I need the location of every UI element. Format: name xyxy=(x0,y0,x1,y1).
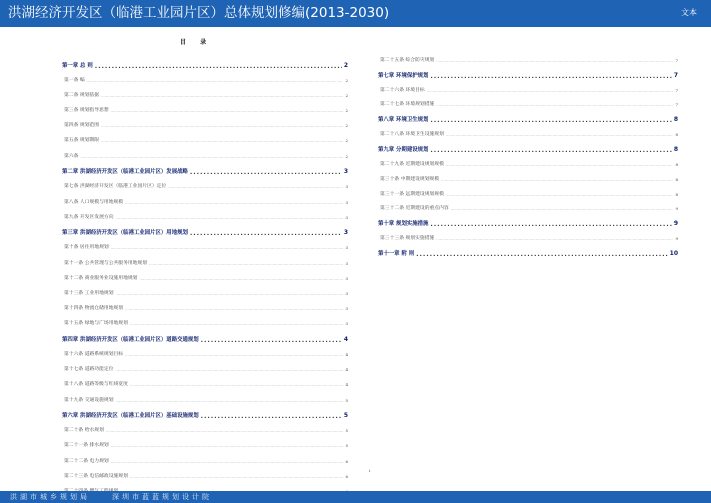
document-type-label: 文本 xyxy=(681,8,697,17)
toc-leader-dots xyxy=(430,112,671,128)
toc-article-entry[interactable] xyxy=(378,84,678,99)
toc-entry-page: 2 xyxy=(345,138,348,144)
footer-org-right: 深圳市蓝蓝规划设计院 xyxy=(112,493,212,501)
toc-entry-page: 7 xyxy=(675,87,678,93)
toc-article-entry[interactable] xyxy=(62,195,348,210)
toc-article-entry[interactable] xyxy=(62,470,348,485)
toc-leader-dots xyxy=(125,347,343,363)
toc-leader-dots xyxy=(125,195,343,211)
toc-entry-label: 第九章 分期建设规划 xyxy=(378,147,429,154)
toc-entry-label: 第三十条 中期建设规划规模 xyxy=(380,176,440,182)
toc-leader-dots xyxy=(139,271,343,287)
toc-leader-dots xyxy=(101,118,343,134)
toc-entry-page: 6 xyxy=(345,473,348,479)
toc-entry-label: 第十三条 工业用地规划 xyxy=(64,290,114,296)
toc-entry-label: 第四条 规划范围 xyxy=(64,123,100,129)
footer-org-left: 洪湖市城乡规划局 xyxy=(10,493,90,501)
toc-leader-dots xyxy=(149,256,343,272)
toc-entry-page: 4 xyxy=(345,352,348,357)
toc-entry-page: 5 xyxy=(343,412,348,420)
toc-leader-dots xyxy=(430,142,671,158)
toc-entry-page: 8 xyxy=(675,191,678,197)
toc-leader-dots xyxy=(111,103,344,119)
toc-entry-page: 7 xyxy=(675,57,678,63)
toc-chapter-entry[interactable] xyxy=(378,247,678,262)
toc-entry-page: 5 xyxy=(345,443,348,449)
toc-chapter-entry[interactable] xyxy=(62,409,348,425)
toc-leader-dots xyxy=(116,286,344,302)
toc-entry-label: 第十九条 交通设施规划 xyxy=(64,397,114,403)
toc-leader-dots xyxy=(130,316,344,332)
toc-leader-dots xyxy=(168,179,343,195)
toc-entry-page: 3 xyxy=(345,184,348,190)
toc-leader-dots xyxy=(95,58,342,74)
toc-article-entry[interactable] xyxy=(378,99,678,114)
toc-entry-page: 8 xyxy=(675,176,678,182)
toc-entry-label: 第十一章 附 则 xyxy=(378,251,415,258)
toc-leader-dots xyxy=(101,88,343,104)
toc-entry-label: 第十章 规划实施措施 xyxy=(378,221,429,228)
toc-leader-dots xyxy=(416,246,668,262)
toc-chapter-entry[interactable] xyxy=(378,143,678,158)
toc-leader-dots xyxy=(190,164,342,180)
toc-article-entry[interactable] xyxy=(62,348,348,363)
toc-entry-label: 第十七条 道路功能定位 xyxy=(64,367,114,373)
toc-article-entry[interactable] xyxy=(62,287,348,302)
toc-entry-label: 第三章 洪湖经济开发区（临港工业园片区）用地规划 xyxy=(62,230,188,237)
toc-entry-label: 第六章 洪湖经济开发区（临港工业园片区）基础设施规划 xyxy=(62,413,199,420)
toc-leader-dots xyxy=(436,97,673,113)
toc-entry-label: 第十四条 物流仓储用地规划 xyxy=(64,306,124,312)
toc-leader-dots xyxy=(116,210,344,226)
toc-entry-page: 5 xyxy=(345,397,348,403)
toc-article-entry[interactable] xyxy=(378,158,678,173)
toc-leader-dots xyxy=(80,149,343,165)
toc-entry-label: 第三十一条 远期建设规划规模 xyxy=(380,191,444,197)
toc-article-entry[interactable] xyxy=(62,211,348,226)
toc-entry-label: 第十一条 公共管理与公共服务用地规划 xyxy=(64,260,148,266)
toc-entry-page: 3 xyxy=(345,260,348,266)
toc-leader-dots xyxy=(441,172,673,188)
toc-article-entry[interactable] xyxy=(62,317,348,332)
toc-left-column xyxy=(62,58,348,500)
toc-article-entry[interactable] xyxy=(62,302,348,317)
toc-entry-label: 第十五条 绿地与广场用地规划 xyxy=(64,321,128,327)
toc-entry-page: 3 xyxy=(345,321,348,327)
toc-article-entry[interactable] xyxy=(378,188,678,203)
toc-leader-dots xyxy=(446,127,674,143)
toc-entry-page: 9 xyxy=(675,206,678,212)
toc-article-entry[interactable] xyxy=(62,363,348,378)
toc-article-entry[interactable] xyxy=(62,119,348,134)
toc-entry-label: 第二十二条 电力规划 xyxy=(64,458,109,464)
toc-entry-label: 第二章 洪湖经济开发区（临港工业园片区）发展战略 xyxy=(62,169,188,176)
toc-right-column xyxy=(378,54,678,262)
toc-leader-dots xyxy=(430,216,671,232)
toc-article-entry[interactable] xyxy=(378,173,678,188)
toc-article-entry[interactable] xyxy=(62,149,348,164)
toc-article-entry[interactable] xyxy=(378,54,678,69)
toc-entry-page: 10 xyxy=(669,250,678,258)
footer-banner xyxy=(0,491,711,503)
toc-article-entry[interactable] xyxy=(62,134,348,149)
toc-article-entry[interactable] xyxy=(62,241,348,256)
toc-entry-page: 2 xyxy=(345,108,348,114)
toc-entry-label: 第十八条 道路等级与红线宽度 xyxy=(64,382,128,388)
toc-entry-page: 3 xyxy=(345,214,348,220)
toc-leader-dots xyxy=(451,201,674,217)
toc-entry-label: 第二十六条 环境目标 xyxy=(380,87,425,93)
toc-entry-label: 第六条 xyxy=(64,153,79,159)
toc-entry-label: 第二十五条 综合防灾规划 xyxy=(380,57,435,63)
toc-entry-label: 第二十八条 环境卫生设施规划 xyxy=(380,132,444,138)
toc-entry-page: 7 xyxy=(675,102,678,108)
toc-entry-label: 第二条 规划依据 xyxy=(64,92,100,98)
toc-article-entry[interactable] xyxy=(62,439,348,454)
toc-entry-label: 第一条 编 xyxy=(64,77,85,83)
toc-leader-dots xyxy=(446,157,674,173)
header-banner xyxy=(0,0,711,27)
toc-chapter-entry[interactable] xyxy=(378,69,678,84)
toc-leader-dots xyxy=(430,68,671,84)
document-title: 洪湖经济开发区（临港工业园片区）总体规划修编(2013-2030) xyxy=(8,5,390,21)
toc-entry-label: 第四章 洪湖经济开发区（临港工业园片区）道路交通规划 xyxy=(62,336,199,343)
toc-leader-dots xyxy=(106,423,344,439)
toc-entry-page: 4 xyxy=(343,335,348,343)
toc-article-entry[interactable] xyxy=(62,104,348,119)
toc-entry-page: 9 xyxy=(675,236,678,242)
toc-entry-page: 5 xyxy=(345,428,348,434)
toc-chapter-entry[interactable] xyxy=(62,332,348,348)
toc-entry-label: 第二十一条 排水规划 xyxy=(64,443,109,449)
toc-chapter-entry[interactable] xyxy=(62,165,348,181)
toc-entry-label: 第八章 环境卫生规划 xyxy=(378,117,429,124)
toc-article-entry[interactable] xyxy=(62,256,348,271)
toc-article-entry[interactable] xyxy=(62,272,348,287)
toc-leader-dots xyxy=(201,332,342,348)
toc-entry-page: 3 xyxy=(345,199,348,205)
toc-entry-label: 第三十二条 近期建设的重点内容 xyxy=(380,206,449,212)
toc-entry-page: 3 xyxy=(343,229,348,237)
toc-article-entry[interactable] xyxy=(62,378,348,393)
toc-entry-label: 第九条 开发区发展方向 xyxy=(64,214,114,220)
toc-entry-label: 第五条 规划期限 xyxy=(64,138,100,144)
toc-entry-label: 第八条 人口规模与用地规模 xyxy=(64,199,124,205)
toc-entry-page: 2 xyxy=(345,77,348,83)
toc-entry-page: 2 xyxy=(345,123,348,129)
toc-entry-label: 第十二条 商业服务业设施用地规划 xyxy=(64,275,138,281)
toc-entry-page: 4 xyxy=(345,367,348,373)
toc-entry-page: 2 xyxy=(345,92,348,98)
toc-article-entry[interactable] xyxy=(378,203,678,218)
toc-chapter-entry[interactable] xyxy=(378,217,678,232)
toc-leader-dots xyxy=(125,301,343,317)
toc-entry-page: 3 xyxy=(345,306,348,312)
toc-article-entry[interactable] xyxy=(62,393,348,408)
toc-entry-page: 8 xyxy=(675,132,678,138)
toc-entry-label: 第十条 居住用地规划 xyxy=(64,245,109,251)
toc-leader-dots xyxy=(111,240,344,256)
toc-entry-page: 8 xyxy=(673,116,678,124)
toc-article-entry[interactable] xyxy=(62,424,348,439)
toc-article-entry[interactable] xyxy=(378,128,678,143)
toc-entry-page: 9 xyxy=(673,220,678,228)
toc-entry-label: 第十六条 道路系统规划目标 xyxy=(64,352,124,357)
toc-chapter-entry[interactable] xyxy=(378,113,678,128)
toc-entry-label: 第三条 规划指导思想 xyxy=(64,108,109,114)
toc-entry-page: 2 xyxy=(343,61,348,69)
toc-entry-page: 6 xyxy=(345,458,348,464)
toc-article-entry[interactable] xyxy=(62,89,348,104)
toc-leader-dots xyxy=(436,231,673,247)
toc-entry-label: 第七章 环境保护规划 xyxy=(378,72,429,79)
toc-leader-dots xyxy=(436,53,673,69)
toc-leader-dots xyxy=(116,362,344,378)
toc-entry-label: 第七条 洪湖经济开发区（临港工业园片区）定位 xyxy=(64,184,167,190)
toc-chapter-entry[interactable] xyxy=(62,58,348,74)
toc-entry-page: 3 xyxy=(345,275,348,281)
toc-leader-dots xyxy=(111,454,344,470)
toc-entry-page: 2 xyxy=(345,153,348,159)
toc-entry-label: 第二十九条 近期建设规划规模 xyxy=(380,161,444,167)
footer-orgs xyxy=(10,492,212,502)
toc-entry-label: 第二十七条 环境规划措施 xyxy=(380,102,435,108)
toc-entry-page: 8 xyxy=(675,161,678,167)
toc-entry-label: 第三十三条 规划实施措施 xyxy=(380,236,435,242)
toc-chapter-entry[interactable] xyxy=(62,226,348,242)
toc-heading: 目 录 xyxy=(180,39,213,46)
toc-leader-dots xyxy=(101,133,343,149)
toc-leader-dots xyxy=(130,469,344,485)
toc-entry-page: 3 xyxy=(345,290,348,296)
toc-leader-dots xyxy=(116,393,344,409)
toc-article-entry[interactable] xyxy=(62,180,348,195)
toc-article-entry[interactable] xyxy=(62,454,348,469)
toc-leader-dots xyxy=(130,377,344,393)
toc-entry-page: 4 xyxy=(345,382,348,388)
toc-article-entry[interactable] xyxy=(378,232,678,247)
toc-leader-dots xyxy=(190,225,342,241)
toc-leader-dots xyxy=(111,438,344,454)
toc-entry-page: 3 xyxy=(343,168,348,176)
toc-entry-page: 7 xyxy=(673,71,678,79)
toc-leader-dots xyxy=(446,187,674,203)
page-number: i xyxy=(369,468,371,473)
toc-leader-dots xyxy=(201,408,342,424)
toc-entry-label: 第一章 总 则 xyxy=(62,62,93,69)
toc-entry-label: 第二十条 给水规划 xyxy=(64,428,104,434)
toc-leader-dots xyxy=(427,83,674,99)
toc-entry-page: 3 xyxy=(345,245,348,251)
toc-entry-label: 第二十三条 电信邮政设施规划 xyxy=(64,473,128,479)
toc-article-entry[interactable] xyxy=(62,74,348,89)
toc-leader-dots xyxy=(87,73,344,89)
toc-entry-page: 8 xyxy=(673,146,678,154)
